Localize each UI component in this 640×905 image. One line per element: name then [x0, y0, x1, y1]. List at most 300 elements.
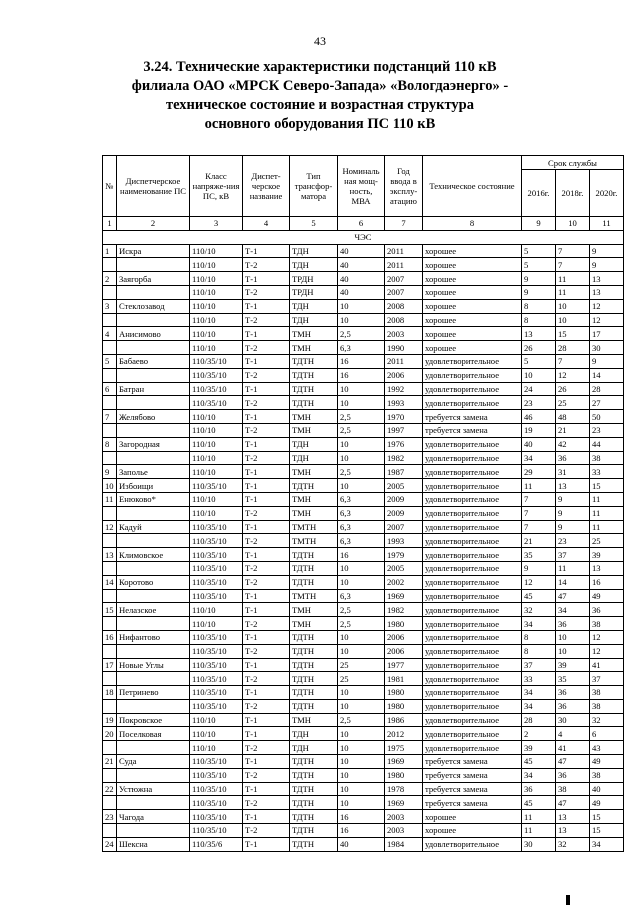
cell-year: 2005: [385, 561, 423, 575]
column-number: 4: [243, 217, 290, 231]
cell-num: 22: [103, 782, 117, 796]
column-number-row: [103, 217, 624, 231]
cell-type: ТМТН: [290, 534, 338, 548]
cell-dispatch: Т-2: [243, 617, 290, 631]
cell-2020: 11: [590, 506, 624, 520]
cell-dispatch: Т-2: [243, 368, 290, 382]
cell-voltage: 110/35/10: [190, 548, 243, 562]
table-row: [103, 727, 624, 741]
table-row: [103, 341, 624, 355]
section-row: [103, 230, 624, 244]
cell-2018: 35: [556, 672, 590, 686]
cell-2016: 7: [522, 492, 556, 506]
cell-2018: 36: [556, 686, 590, 700]
page-edge-mark: [566, 895, 570, 905]
cell-2018: 48: [556, 410, 590, 424]
cell-num: 16: [103, 630, 117, 644]
cell-name: [117, 534, 190, 548]
column-number: 9: [522, 217, 556, 231]
cell-power: 10: [338, 768, 385, 782]
cell-voltage: 110/35/10: [190, 520, 243, 534]
cell-voltage: 110/10: [190, 341, 243, 355]
cell-state: удовлетворительное: [423, 492, 522, 506]
cell-2020: 23: [590, 423, 624, 437]
cell-power: 10: [338, 479, 385, 493]
cell-power: 2,5: [338, 410, 385, 424]
cell-year: 1982: [385, 451, 423, 465]
cell-voltage: 110/35/10: [190, 755, 243, 769]
cell-2020: 13: [590, 272, 624, 286]
cell-num: 17: [103, 658, 117, 672]
table-row: [103, 644, 624, 658]
cell-name: Чагода: [117, 810, 190, 824]
cell-state: требуется замена: [423, 423, 522, 437]
cell-num: [103, 341, 117, 355]
cell-2018: 9: [556, 520, 590, 534]
cell-2020: 38: [590, 617, 624, 631]
cell-state: удовлетворительное: [423, 451, 522, 465]
cell-year: 2003: [385, 824, 423, 838]
cell-name: Енюково*: [117, 492, 190, 506]
cell-2016: 10: [522, 368, 556, 382]
cell-power: 6,3: [338, 520, 385, 534]
cell-type: ТДТН: [290, 479, 338, 493]
cell-voltage: 110/35/10: [190, 534, 243, 548]
page-number: 43: [314, 34, 326, 48]
cell-name: [117, 589, 190, 603]
cell-2018: 26: [556, 382, 590, 396]
cell-num: 20: [103, 727, 117, 741]
cell-dispatch: Т-1: [243, 548, 290, 562]
table-row: [103, 561, 624, 575]
cell-2020: 27: [590, 396, 624, 410]
cell-2016: 5: [522, 354, 556, 368]
cell-voltage: 110/10: [190, 741, 243, 755]
cell-year: 1976: [385, 437, 423, 451]
cell-name: Нелазское: [117, 603, 190, 617]
cell-dispatch: Т-1: [243, 410, 290, 424]
cell-state: требуется замена: [423, 768, 522, 782]
cell-power: 6,3: [338, 534, 385, 548]
cell-type: ТМН: [290, 617, 338, 631]
cell-type: ТДТН: [290, 575, 338, 589]
cell-state: удовлетворительное: [423, 617, 522, 631]
cell-state: удовлетворительное: [423, 575, 522, 589]
cell-name: [117, 368, 190, 382]
cell-type: ТМН: [290, 465, 338, 479]
cell-voltage: 110/10: [190, 617, 243, 631]
cell-voltage: 110/10: [190, 272, 243, 286]
cell-state: удовлетворительное: [423, 396, 522, 410]
cell-power: 10: [338, 755, 385, 769]
cell-state: хорошее: [423, 258, 522, 272]
cell-name: [117, 258, 190, 272]
cell-2018: 12: [556, 368, 590, 382]
cell-state: требуется замена: [423, 410, 522, 424]
cell-2018: 30: [556, 713, 590, 727]
cell-voltage: 110/35/10: [190, 699, 243, 713]
cell-voltage: 110/35/10: [190, 382, 243, 396]
substation-specs-table: [102, 155, 624, 852]
cell-2020: 6: [590, 727, 624, 741]
cell-2020: 15: [590, 479, 624, 493]
column-number: 3: [190, 217, 243, 231]
table-row: [103, 285, 624, 299]
cell-dispatch: Т-2: [243, 644, 290, 658]
cell-year: 2011: [385, 258, 423, 272]
cell-type: ТМТН: [290, 520, 338, 534]
cell-2016: 2: [522, 727, 556, 741]
cell-dispatch: Т-1: [243, 658, 290, 672]
cell-state: хорошее: [423, 341, 522, 355]
title-line: филиала ОАО «МРСК Северо-Запада» «Вологдаэнерго» -: [131, 78, 509, 94]
cell-type: ТМН: [290, 341, 338, 355]
cell-state: удовлетворительное: [423, 437, 522, 451]
cell-voltage: 110/10: [190, 492, 243, 506]
table-row: [103, 658, 624, 672]
cell-2016: 26: [522, 341, 556, 355]
cell-2020: 13: [590, 561, 624, 575]
cell-num: [103, 423, 117, 437]
cell-dispatch: Т-1: [243, 782, 290, 796]
cell-dispatch: Т-1: [243, 244, 290, 258]
cell-2016: 9: [522, 561, 556, 575]
cell-type: ТДТН: [290, 824, 338, 838]
cell-num: 3: [103, 299, 117, 313]
cell-state: удовлетворительное: [423, 548, 522, 562]
cell-type: ТДТН: [290, 368, 338, 382]
cell-2016: 34: [522, 686, 556, 700]
cell-dispatch: Т-1: [243, 465, 290, 479]
cell-dispatch: Т-2: [243, 672, 290, 686]
cell-type: ТМН: [290, 423, 338, 437]
cell-type: ТДН: [290, 244, 338, 258]
cell-type: ТДТН: [290, 672, 338, 686]
cell-2016: 32: [522, 603, 556, 617]
cell-year: 2008: [385, 299, 423, 313]
cell-2018: 36: [556, 699, 590, 713]
cell-state: удовлетворительное: [423, 561, 522, 575]
cell-voltage: 110/35/10: [190, 561, 243, 575]
cell-name: Коротово: [117, 575, 190, 589]
cell-2020: 15: [590, 824, 624, 838]
cell-2020: 11: [590, 492, 624, 506]
cell-type: ТРДН: [290, 272, 338, 286]
cell-state: удовлетворительное: [423, 713, 522, 727]
cell-2016: 7: [522, 506, 556, 520]
cell-dispatch: Т-1: [243, 686, 290, 700]
cell-dispatch: Т-2: [243, 796, 290, 810]
cell-2018: 36: [556, 768, 590, 782]
cell-2016: 46: [522, 410, 556, 424]
cell-power: 10: [338, 396, 385, 410]
cell-dispatch: Т-1: [243, 354, 290, 368]
cell-name: [117, 741, 190, 755]
cell-year: 1969: [385, 796, 423, 810]
cell-type: ТДТН: [290, 396, 338, 410]
cell-name: [117, 699, 190, 713]
cell-power: 10: [338, 644, 385, 658]
cell-name: Заягорба: [117, 272, 190, 286]
cell-state: удовлетворительное: [423, 741, 522, 755]
cell-dispatch: Т-1: [243, 727, 290, 741]
cell-year: 2006: [385, 368, 423, 382]
table-row: [103, 410, 624, 424]
cell-2018: 28: [556, 341, 590, 355]
cell-name: Батран: [117, 382, 190, 396]
cell-name: [117, 644, 190, 658]
cell-2018: 34: [556, 603, 590, 617]
table-row: [103, 313, 624, 327]
cell-type: ТМН: [290, 492, 338, 506]
cell-power: 2,5: [338, 617, 385, 631]
cell-num: 2: [103, 272, 117, 286]
cell-num: [103, 672, 117, 686]
cell-name: Стеклозавод: [117, 299, 190, 313]
cell-name: Анисимово: [117, 327, 190, 341]
column-number: 1: [103, 217, 117, 231]
cell-2018: 21: [556, 423, 590, 437]
cell-num: [103, 451, 117, 465]
cell-dispatch: Т-2: [243, 313, 290, 327]
cell-type: ТМН: [290, 713, 338, 727]
cell-2020: 39: [590, 548, 624, 562]
cell-voltage: 110/35/10: [190, 575, 243, 589]
table-row: [103, 451, 624, 465]
cell-num: [103, 534, 117, 548]
cell-dispatch: Т-1: [243, 589, 290, 603]
header-num: №: [103, 156, 117, 217]
cell-power: 25: [338, 658, 385, 672]
cell-voltage: 110/35/10: [190, 396, 243, 410]
section-label: ЧЭС: [103, 230, 624, 244]
table-row: [103, 465, 624, 479]
table-row: [103, 575, 624, 589]
cell-power: 40: [338, 244, 385, 258]
cell-year: 1981: [385, 672, 423, 686]
column-number: 7: [385, 217, 423, 231]
cell-name: [117, 423, 190, 437]
cell-2020: 14: [590, 368, 624, 382]
cell-name: Шексна: [117, 837, 190, 851]
cell-2016: 29: [522, 465, 556, 479]
cell-num: 4: [103, 327, 117, 341]
table-row: [103, 437, 624, 451]
cell-name: [117, 561, 190, 575]
cell-2016: 5: [522, 244, 556, 258]
cell-state: удовлетворительное: [423, 686, 522, 700]
cell-power: 25: [338, 672, 385, 686]
table-row: [103, 837, 624, 851]
cell-2018: 10: [556, 630, 590, 644]
cell-num: [103, 396, 117, 410]
column-number: 5: [290, 217, 338, 231]
cell-2018: 7: [556, 354, 590, 368]
cell-name: [117, 672, 190, 686]
header-year: Год ввода в эксплу-атацию: [385, 156, 423, 217]
cell-dispatch: Т-2: [243, 258, 290, 272]
table-row: [103, 603, 624, 617]
cell-power: 6,3: [338, 506, 385, 520]
cell-voltage: 110/10: [190, 727, 243, 741]
cell-year: 2007: [385, 272, 423, 286]
cell-power: 10: [338, 299, 385, 313]
table-row: [103, 423, 624, 437]
cell-2016: 8: [522, 313, 556, 327]
cell-2016: 45: [522, 755, 556, 769]
cell-2016: 19: [522, 423, 556, 437]
cell-type: ТМТН: [290, 589, 338, 603]
table-row: [103, 534, 624, 548]
cell-num: 24: [103, 837, 117, 851]
header-2020: 2020г.: [590, 170, 624, 217]
cell-type: ТДТН: [290, 548, 338, 562]
header-power: Номиналь ная мощ-ность, МВА: [338, 156, 385, 217]
cell-type: ТДТН: [290, 699, 338, 713]
cell-num: 15: [103, 603, 117, 617]
cell-2020: 38: [590, 451, 624, 465]
cell-2020: 25: [590, 534, 624, 548]
cell-power: 6,3: [338, 341, 385, 355]
cell-voltage: 110/35/10: [190, 672, 243, 686]
cell-year: 2012: [385, 727, 423, 741]
cell-power: 10: [338, 382, 385, 396]
cell-2018: 36: [556, 451, 590, 465]
cell-dispatch: Т-2: [243, 423, 290, 437]
cell-type: ТДТН: [290, 782, 338, 796]
cell-2018: 38: [556, 782, 590, 796]
table-row: [103, 354, 624, 368]
cell-year: 2006: [385, 644, 423, 658]
cell-num: [103, 741, 117, 755]
table-row: [103, 327, 624, 341]
cell-dispatch: Т-1: [243, 327, 290, 341]
cell-power: 10: [338, 741, 385, 755]
cell-2016: 45: [522, 796, 556, 810]
cell-2020: 44: [590, 437, 624, 451]
cell-2018: 36: [556, 617, 590, 631]
cell-2016: 45: [522, 589, 556, 603]
cell-voltage: 110/10: [190, 258, 243, 272]
cell-type: ТМН: [290, 410, 338, 424]
cell-2016: 12: [522, 575, 556, 589]
cell-voltage: 110/10: [190, 423, 243, 437]
cell-state: удовлетворительное: [423, 630, 522, 644]
cell-2018: 10: [556, 313, 590, 327]
table-row: [103, 796, 624, 810]
cell-dispatch: Т-1: [243, 437, 290, 451]
cell-dispatch: Т-1: [243, 299, 290, 313]
cell-power: 16: [338, 810, 385, 824]
cell-2020: 49: [590, 589, 624, 603]
cell-num: 6: [103, 382, 117, 396]
cell-2020: 12: [590, 313, 624, 327]
cell-year: 2002: [385, 575, 423, 589]
cell-dispatch: Т-1: [243, 837, 290, 851]
cell-power: 16: [338, 354, 385, 368]
cell-state: удовлетворительное: [423, 672, 522, 686]
cell-voltage: 110/35/10: [190, 589, 243, 603]
cell-2020: 12: [590, 644, 624, 658]
cell-voltage: 110/10: [190, 244, 243, 258]
cell-state: удовлетворительное: [423, 837, 522, 851]
cell-2018: 42: [556, 437, 590, 451]
cell-dispatch: Т-1: [243, 520, 290, 534]
cell-state: удовлетворительное: [423, 368, 522, 382]
cell-power: 10: [338, 575, 385, 589]
cell-power: 10: [338, 561, 385, 575]
cell-2018: 41: [556, 741, 590, 755]
table-row: [103, 548, 624, 562]
cell-num: 10: [103, 479, 117, 493]
cell-power: 10: [338, 796, 385, 810]
cell-voltage: 110/35/10: [190, 644, 243, 658]
cell-state: требуется замена: [423, 755, 522, 769]
cell-2016: 40: [522, 437, 556, 451]
cell-type: ТДТН: [290, 686, 338, 700]
cell-num: [103, 561, 117, 575]
title-line: техническое состояние и возрастная структура: [165, 97, 474, 113]
cell-2020: 12: [590, 299, 624, 313]
cell-power: 40: [338, 285, 385, 299]
cell-year: 1987: [385, 465, 423, 479]
cell-voltage: 110/10: [190, 437, 243, 451]
cell-year: 1982: [385, 603, 423, 617]
cell-power: 2,5: [338, 465, 385, 479]
cell-state: хорошее: [423, 299, 522, 313]
cell-state: удовлетворительное: [423, 699, 522, 713]
cell-2020: 11: [590, 520, 624, 534]
cell-2020: 9: [590, 354, 624, 368]
cell-name: [117, 506, 190, 520]
table-row: [103, 368, 624, 382]
cell-type: ТМН: [290, 603, 338, 617]
cell-year: 2009: [385, 492, 423, 506]
title-line: основного оборудования ПС 110 кВ: [204, 116, 436, 132]
cell-num: [103, 368, 117, 382]
cell-dispatch: Т-1: [243, 492, 290, 506]
cell-num: 7: [103, 410, 117, 424]
cell-year: 2005: [385, 479, 423, 493]
cell-type: ТДН: [290, 437, 338, 451]
cell-year: 2003: [385, 327, 423, 341]
cell-2018: 37: [556, 548, 590, 562]
cell-state: хорошее: [423, 313, 522, 327]
cell-name: Искра: [117, 244, 190, 258]
table-row: [103, 299, 624, 313]
cell-dispatch: Т-2: [243, 699, 290, 713]
cell-type: ТДТН: [290, 755, 338, 769]
cell-2018: 47: [556, 755, 590, 769]
cell-2018: 10: [556, 644, 590, 658]
table-row: [103, 244, 624, 258]
cell-2016: 9: [522, 285, 556, 299]
cell-voltage: 110/10: [190, 465, 243, 479]
cell-name: Загородная: [117, 437, 190, 451]
cell-dispatch: Т-1: [243, 630, 290, 644]
cell-power: 2,5: [338, 327, 385, 341]
cell-2018: 25: [556, 396, 590, 410]
column-number: 8: [423, 217, 522, 231]
cell-power: 10: [338, 437, 385, 451]
cell-voltage: 110/10: [190, 603, 243, 617]
cell-2020: 38: [590, 768, 624, 782]
cell-state: удовлетворительное: [423, 479, 522, 493]
cell-2020: 17: [590, 327, 624, 341]
cell-name: Нифантово: [117, 630, 190, 644]
cell-name: Заполье: [117, 465, 190, 479]
cell-name: [117, 313, 190, 327]
